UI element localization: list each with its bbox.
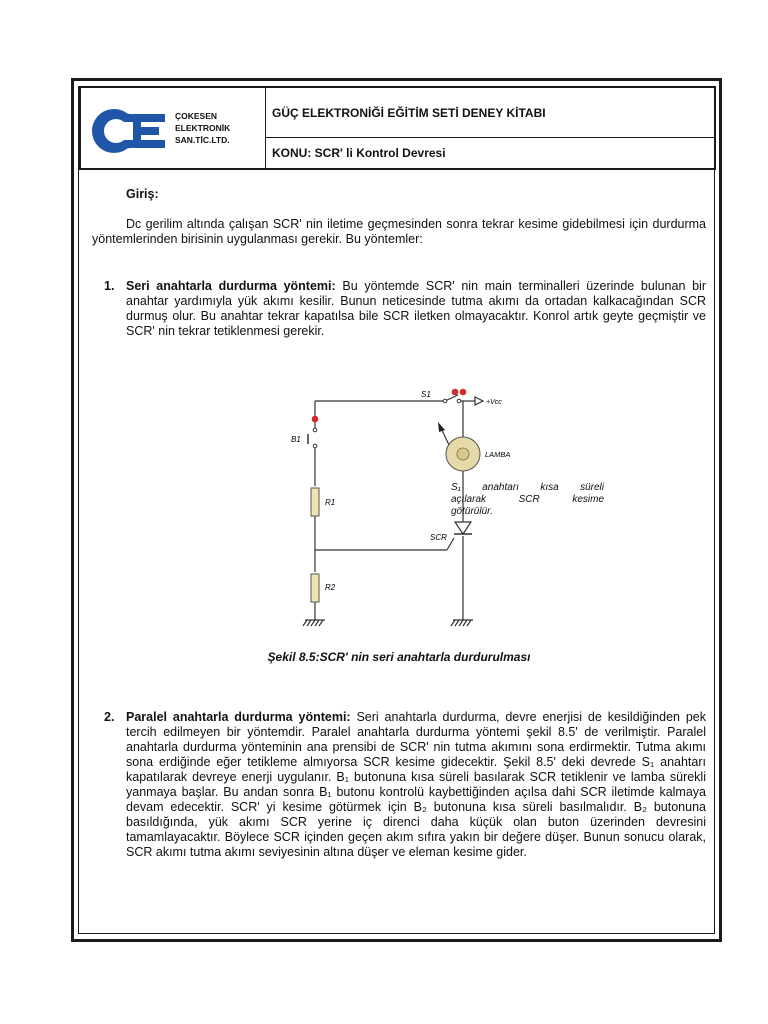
- label-scr: SCR: [430, 533, 447, 542]
- company-name: [175, 110, 230, 146]
- annotation-line-2: açılarak SCR kesime: [451, 494, 604, 505]
- ground-right-icon: [451, 620, 473, 626]
- method2-number: 2.: [104, 710, 115, 724]
- page-frame: [71, 78, 722, 942]
- company-line-3: SAN.TİC.LTD.: [175, 135, 230, 145]
- method2-paragraph: [126, 710, 706, 860]
- label-r2: R2: [325, 583, 336, 592]
- method2-title: Paralel anahtarla durdurma yöntemi:: [126, 710, 351, 724]
- label-b1: B1: [291, 435, 301, 444]
- logo-cell: [81, 88, 266, 168]
- ground-left-icon: [303, 620, 325, 626]
- intro-paragraph: Dc gerilim altında çalışan SCR' nin iletime geçmesinden sonra tekrar kesime gidebilmesi için durdurma yöntemlerinden birisinin uygulanması gerekir. Bu yöntemler:: [92, 217, 706, 246]
- company-line-2: ELEKTRONİK: [175, 123, 231, 133]
- cokesen-logo-icon: [89, 106, 171, 156]
- scr-thyristor-icon: [454, 522, 472, 534]
- figure-caption: Şekil 8.5:SCR' nin seri anahtarla durdurulması: [267, 650, 531, 664]
- label-vcc: +Vcc: [486, 399, 502, 406]
- circuit-annotation: [451, 482, 604, 518]
- intro-heading: Giriş:: [126, 187, 159, 201]
- document-header: [79, 86, 716, 170]
- book-title: GÜÇ ELEKTRONİĞİ EĞİTİM SETİ DENEY KİTABI: [266, 88, 714, 138]
- r2-resistor-icon: [311, 574, 319, 602]
- annotation-line-1: S₁ anahtarı kısa süreli: [451, 482, 604, 493]
- subject-title: KONU: SCR' li Kontrol Devresi: [272, 146, 446, 160]
- label-lamba: LAMBA: [485, 450, 511, 459]
- method1-paragraph: [126, 279, 706, 339]
- r1-resistor-icon: [311, 488, 319, 516]
- company-line-1: ÇOKESEN: [175, 111, 218, 121]
- method1-text: Bu yöntemde SCR' nin main terminalleri üzerinde bulunan bir anahtar yardımıyla yük akımı kesilir. Bunun neticesinde tutma akımı da ortadan kalkacağından SCR durmuş olur. Bu anahtar tekrar kapatılsa bile SCR iletken olmayacaktır. Konrol artık geyte geçmiştir ve SCR' nin tekrar tetiklenmesi gerekir.: [126, 279, 706, 338]
- lamba-lamp-icon: [446, 437, 480, 471]
- label-s1: S1: [421, 390, 431, 399]
- method1-title: Seri anahtarla durdurma yöntemi:: [126, 279, 336, 293]
- label-r1: R1: [325, 498, 336, 507]
- method1-number: 1.: [104, 279, 115, 293]
- annotation-line-3: götürülür.: [451, 506, 493, 517]
- method2-text: Seri anahtarla durdurma, devre enerjisi de kesildiğinden pek tercih edilmeyen bir yöntemdir. Paralel anahtarla durdurma yöntemi şekil 8.5' de verilmiştir. Paralel anahtarla durdurma yönteminin ana prensibi de SCR' nin tutma akımını sona erdirmektir. Tutma akımı sona erdiğinde eğer tetikleme almıyorsa SCR kesime gidecektir. Şekil 8.5' deki devrede S₁ anahtarı kapatılarak devreye enerji uygulanır. B₁ butonuna kısa süreli basılarak SCR tetiklenir ve lamba sürekli yanmaya başlar. Bu andan sonra B₁ butonu kontrolü kaybettiğinden açılsa dahi SCR iletimde kalmaya devam edecektir. SCR' yi kesime götürmek için B₂ butonuna kısa süreli basılmalıdır. B₂ butonuna basıldığında, yük akımı SCR yerine iç direnci daha küçük olan buton üzerinden devresini tamamlayacaktır. Böylece SCR içinden geçen akım sıfıra yakın bir değere düşer. Bunun sonucu olarak, SCR akımı tutma akımı seviyesinin altına düşer ve eleman kesime gider.: [126, 710, 706, 859]
